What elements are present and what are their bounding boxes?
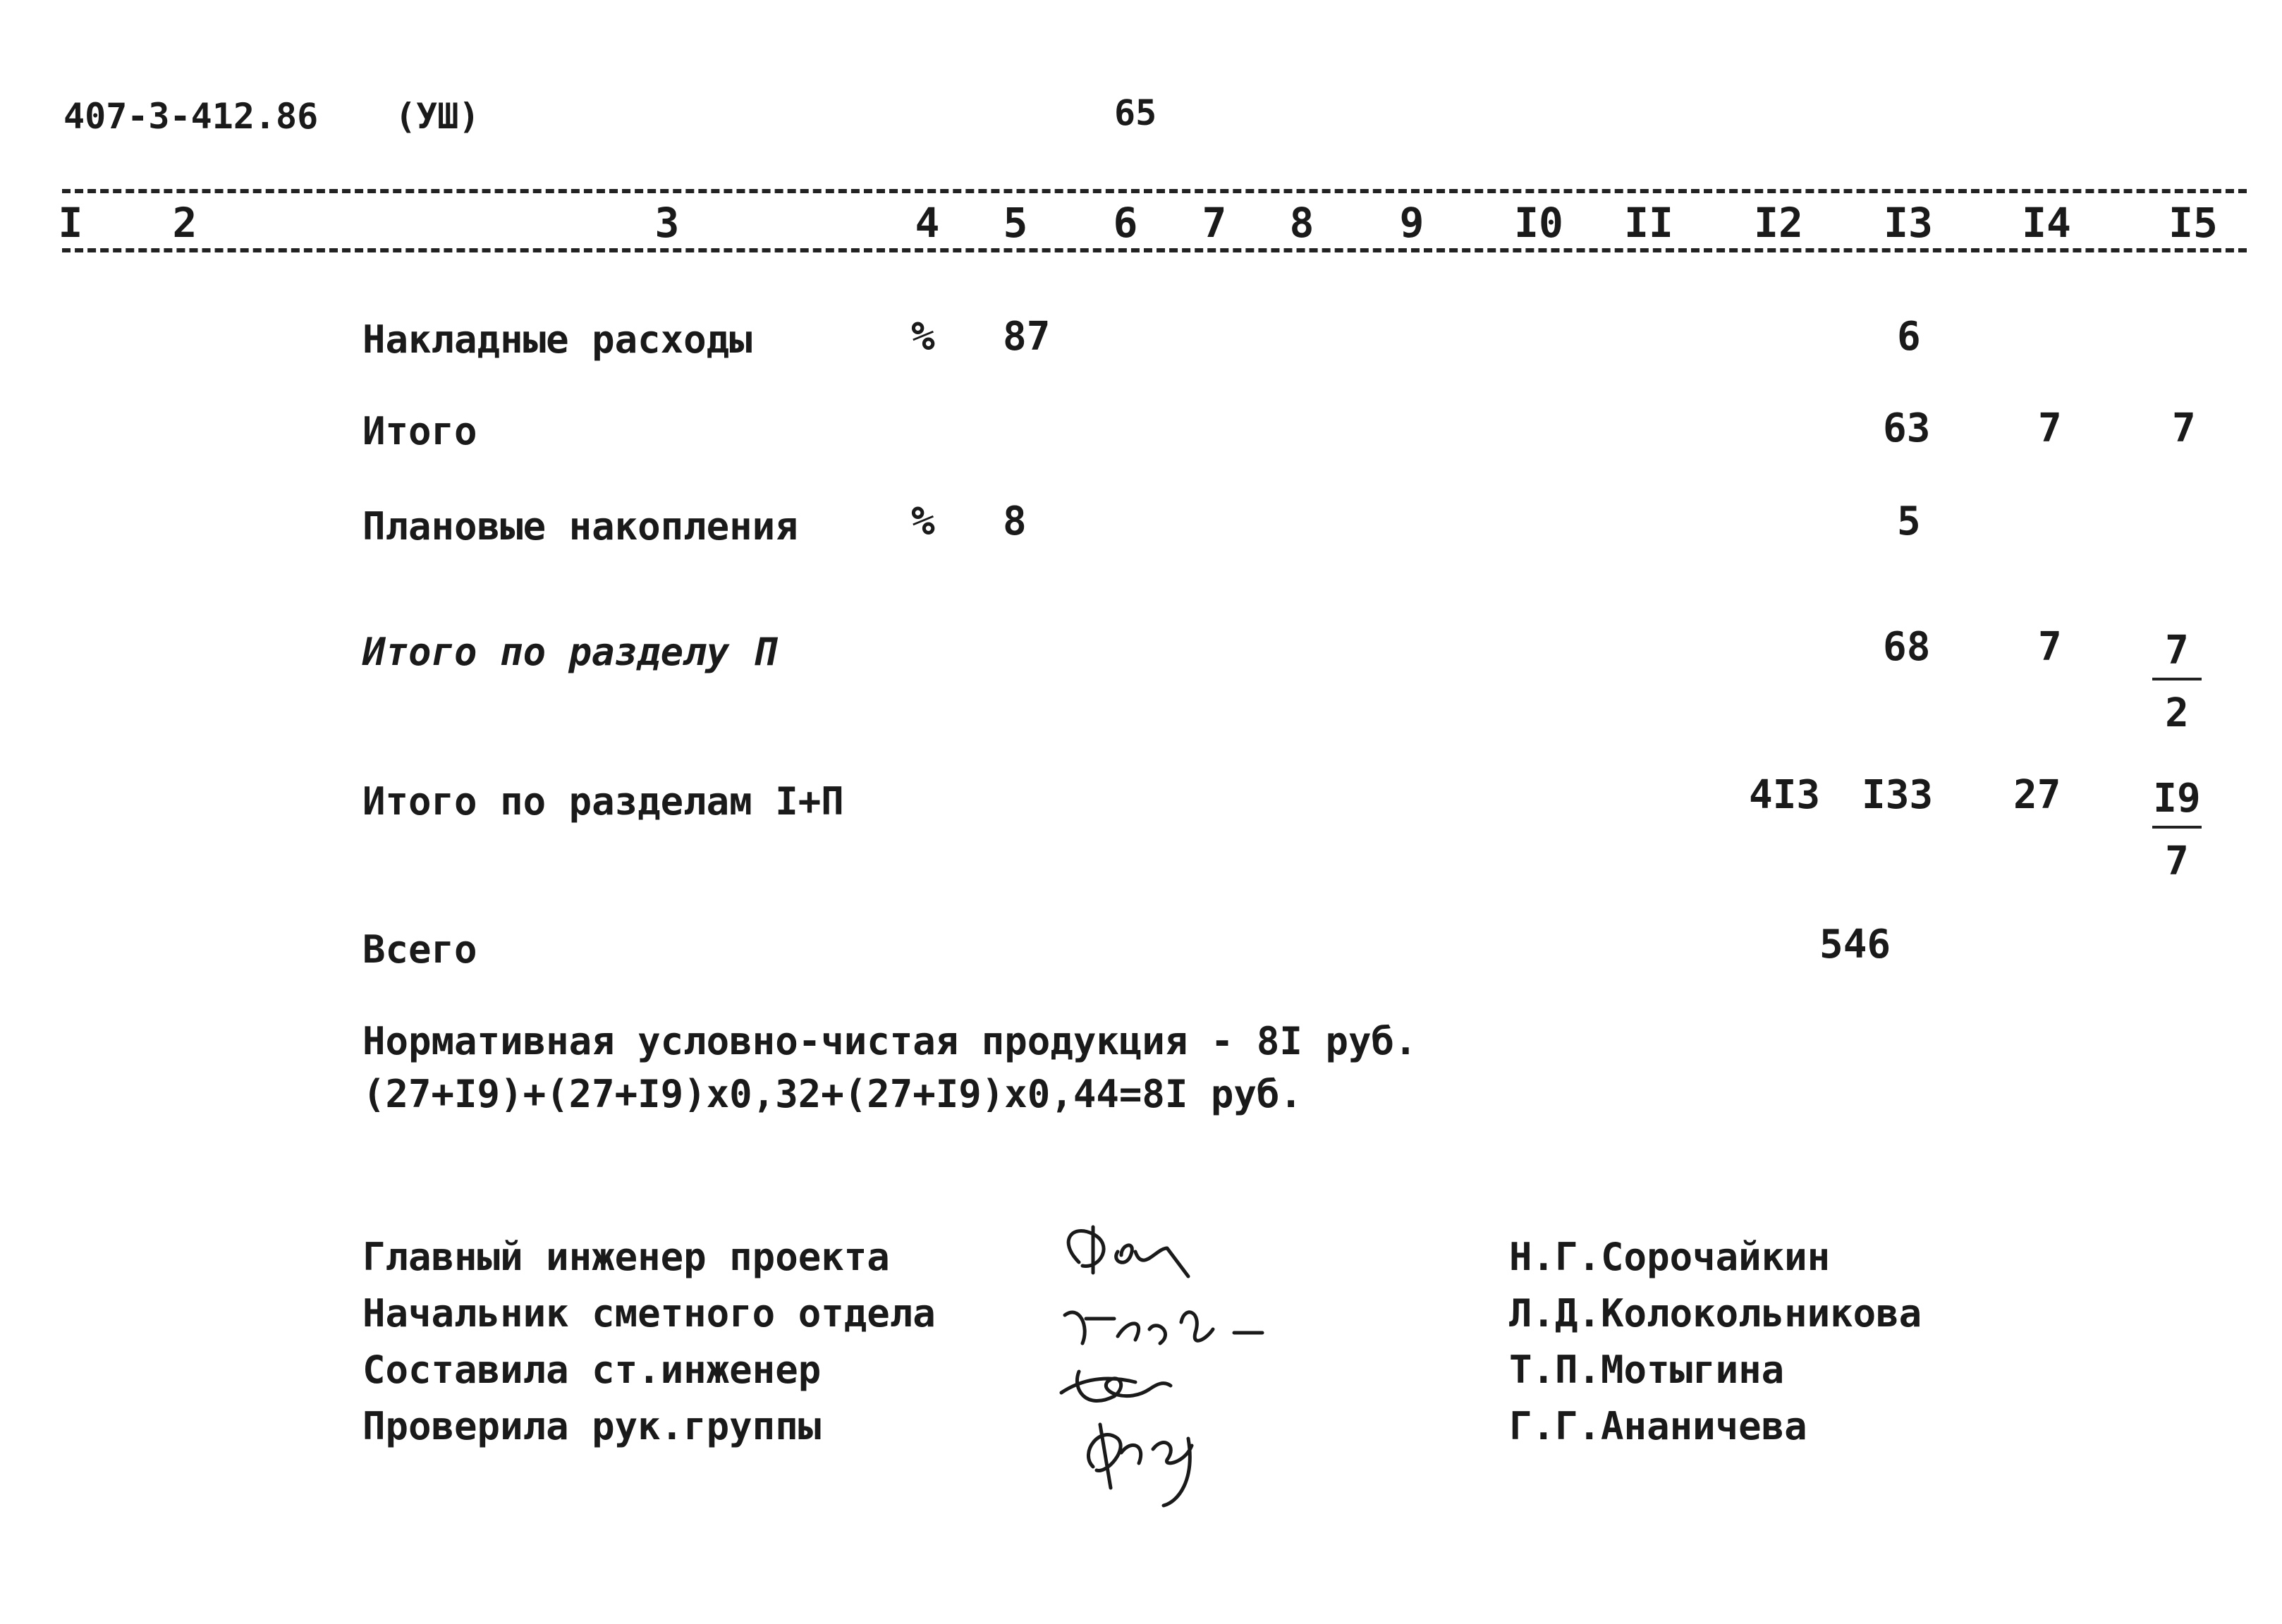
header-top-rule <box>62 189 2247 193</box>
cell-col15-fraction <box>2152 776 2202 884</box>
signatory-name: Г.Г.Ананичева <box>1509 1404 1807 1448</box>
handwritten-signatures <box>1051 1213 1305 1509</box>
grand-total-value: 546 <box>1819 922 1891 967</box>
column-header: 6 <box>1113 199 1138 247</box>
row-label: Итого по разделу П <box>362 630 776 674</box>
column-header: 4 <box>915 199 940 247</box>
signatory-name: Л.Д.Колокольникова <box>1509 1291 1922 1336</box>
column-header: I0 <box>1514 199 1563 247</box>
column-header: I3 <box>1884 199 1933 247</box>
signatory-position: Проверила рук.группы <box>362 1404 822 1448</box>
row-label: Итого по разделам I+П <box>362 779 844 824</box>
signatory-name: Н.Г.Сорочайкин <box>1509 1235 1831 1279</box>
cell-col14: 7 <box>2038 624 2062 670</box>
row-unit: % <box>911 314 935 360</box>
column-header: 9 <box>1399 199 1424 247</box>
row-label: Плановые накопления <box>362 504 798 549</box>
column-header: 2 <box>172 199 197 247</box>
cell-col13: 63 <box>1883 405 1931 451</box>
column-header: I5 <box>2168 199 2218 247</box>
column-header: II <box>1624 199 1673 247</box>
fraction-denominator: 7 <box>2165 838 2189 884</box>
note-line-1: Нормативная условно-чистая продукция - 8I руб. <box>362 1019 1417 1063</box>
column-header: 5 <box>1003 199 1028 247</box>
cell-col15: 7 <box>2172 405 2196 451</box>
signatory-name: Т.П.Мотыгина <box>1509 1348 1785 1392</box>
cell-col13: 68 <box>1883 624 1931 670</box>
column-header: I4 <box>2022 199 2071 247</box>
cell-col13: 5 <box>1897 499 1921 544</box>
row-label: Всего <box>362 927 477 972</box>
row-unit: % <box>911 499 935 544</box>
cell-col14: 27 <box>2013 772 2061 818</box>
cell-col12: 4I3 <box>1749 772 1821 818</box>
signatory-position: Главный инженер проекта <box>362 1235 890 1279</box>
column-header: I2 <box>1754 199 1803 247</box>
fraction-denominator: 2 <box>2165 690 2189 736</box>
fraction-numerator: I9 <box>2152 776 2202 829</box>
cell-col14: 7 <box>2038 405 2062 451</box>
volume-label: (УШ) <box>395 96 480 137</box>
cell-col15-fraction <box>2152 628 2202 736</box>
document-code: 407-3-412.86 <box>63 96 319 137</box>
page-number: 65 <box>1114 92 1157 133</box>
row-label: Накладные расходы <box>362 317 752 362</box>
row-rate: 87 <box>1003 314 1051 360</box>
cell-col13: I33 <box>1862 772 1934 818</box>
signatory-position: Составила ст.инженер <box>362 1348 822 1392</box>
column-header: 3 <box>654 199 680 247</box>
note-line-2: (27+I9)+(27+I9)x0,32+(27+I9)x0,44=8I руб. <box>362 1072 1302 1116</box>
row-rate: 8 <box>1003 499 1027 544</box>
column-header: 7 <box>1202 199 1227 247</box>
signatory-position: Начальник сметного отдела <box>362 1291 936 1336</box>
column-header: 8 <box>1289 199 1314 247</box>
fraction-numerator: 7 <box>2152 628 2202 680</box>
header-bottom-rule <box>62 248 2247 252</box>
row-label: Итого <box>362 409 477 453</box>
cell-col13: 6 <box>1897 314 1921 360</box>
column-header: I <box>58 199 83 247</box>
